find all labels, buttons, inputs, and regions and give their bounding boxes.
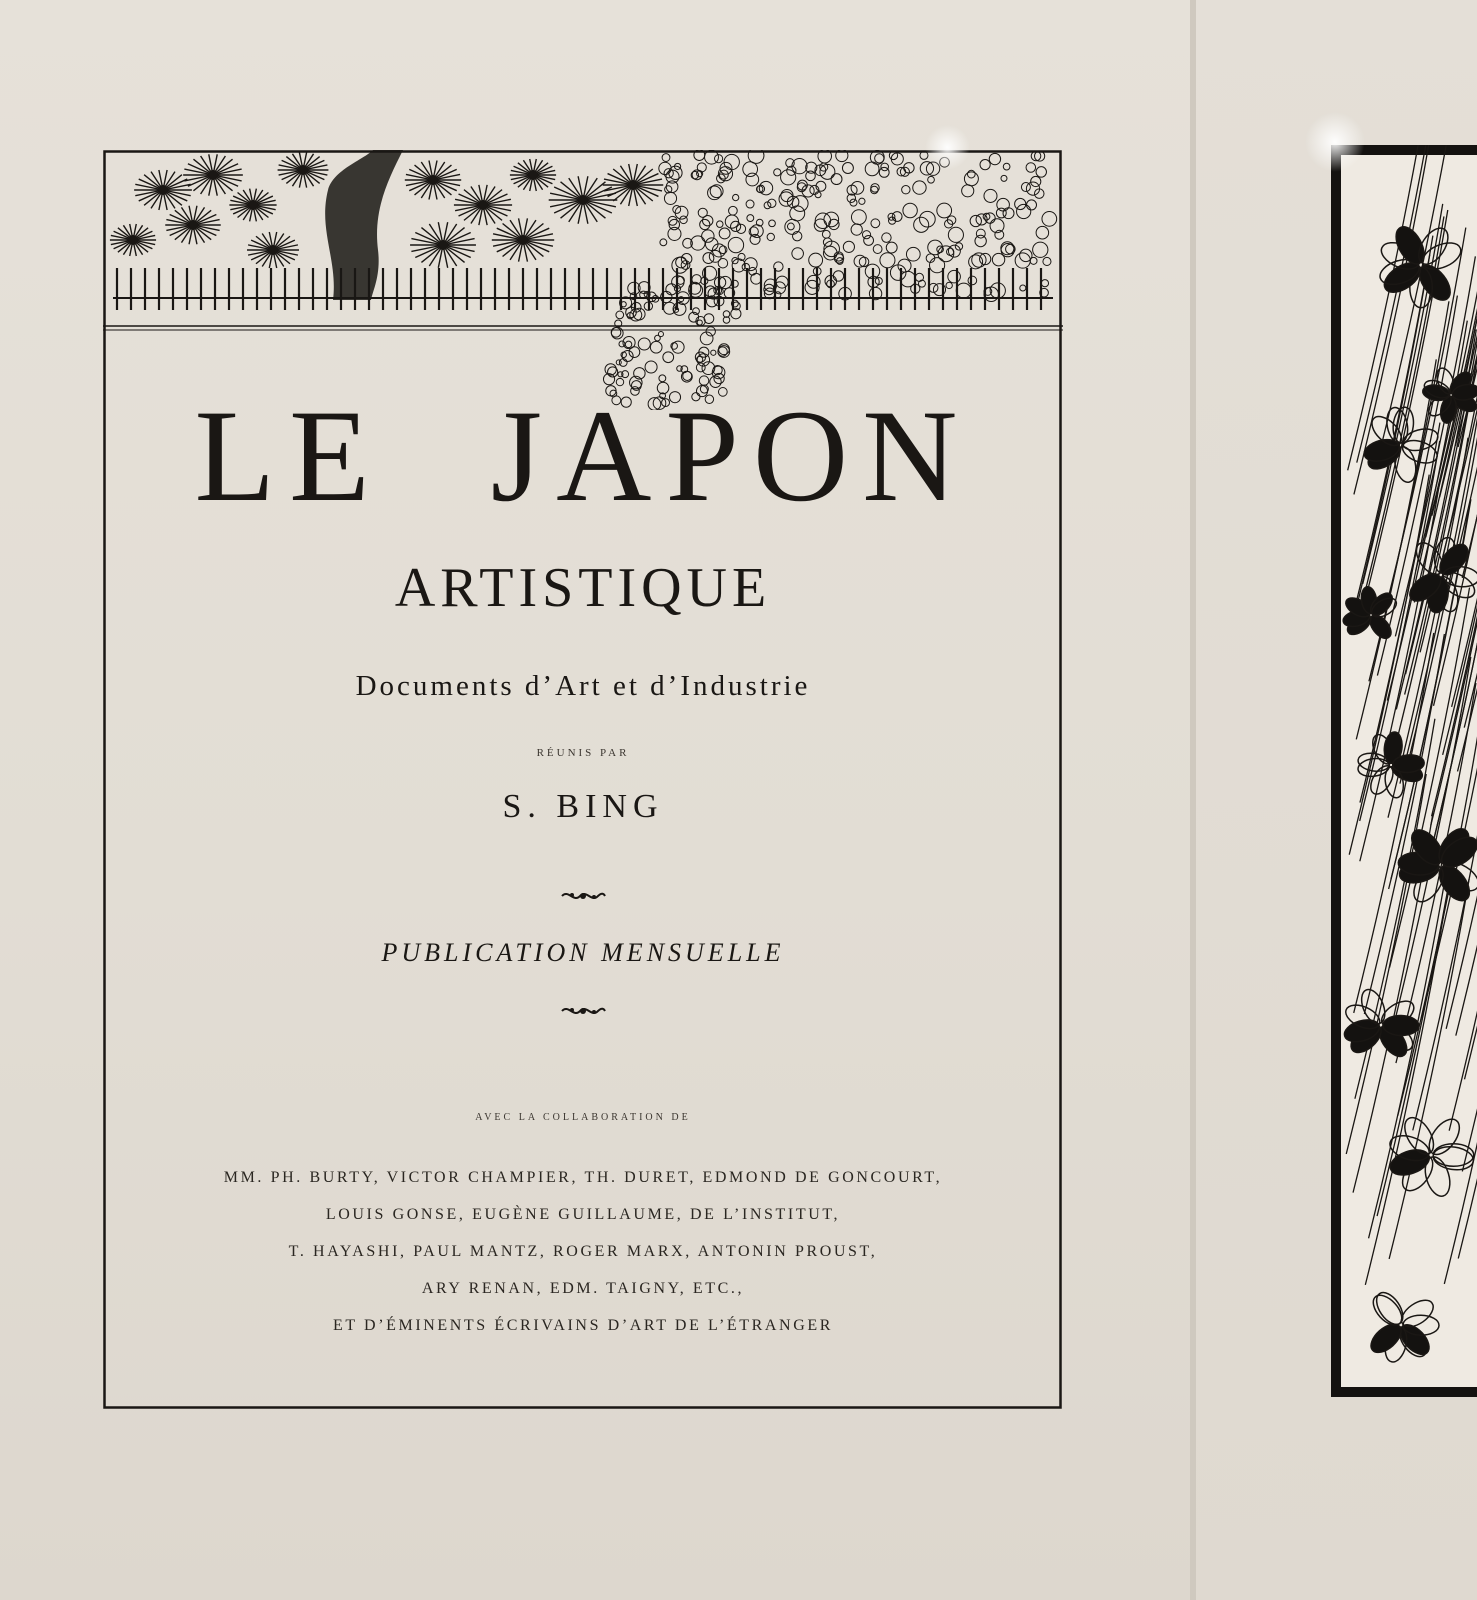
contributors-line: T. HAYASHI, PAUL MANTZ, ROGER MARX, ANTONIN PROUST,	[288, 1243, 878, 1260]
contributors-line: ET D’ÉMINENTS ÉCRIVAINS D’ART DE L’ÉTRANGER	[332, 1317, 834, 1334]
contributors-line: LOUIS GONSE, EUGÈNE GUILLAUME, DE L’INSTITUT,	[325, 1206, 841, 1223]
contributors-line: ARY RENAN, EDM. TAIGNY, ETC.,	[421, 1280, 745, 1297]
glass-reflection	[925, 125, 970, 170]
collaboration-intro: AVEC LA COLLABORATION DE	[475, 1112, 691, 1123]
woodcut-plate-illustration	[1331, 145, 1477, 1397]
title-frame	[103, 150, 1063, 1410]
title-main: LE JAPON	[194, 382, 972, 529]
periodicity-label: PUBLICATION MENSUELLE	[381, 938, 785, 967]
contributors-line: MM. PH. BURTY, VICTOR CHAMPIER, TH. DURET, EDMOND DE GONCOURT,	[223, 1169, 943, 1186]
subtitle: Documents d’Art et d’Industrie	[355, 670, 811, 702]
floral-ornament-icon	[558, 888, 608, 904]
compiled-by-label: RÉUNIS PAR	[536, 747, 630, 759]
glass-reflection	[1305, 112, 1365, 172]
pine-and-wisteria-illustration	[103, 150, 1063, 410]
editor-name: S. BING	[502, 788, 664, 825]
title-artistique: ARTISTIQUE	[394, 557, 772, 619]
floral-ornament-icon	[558, 1003, 608, 1019]
